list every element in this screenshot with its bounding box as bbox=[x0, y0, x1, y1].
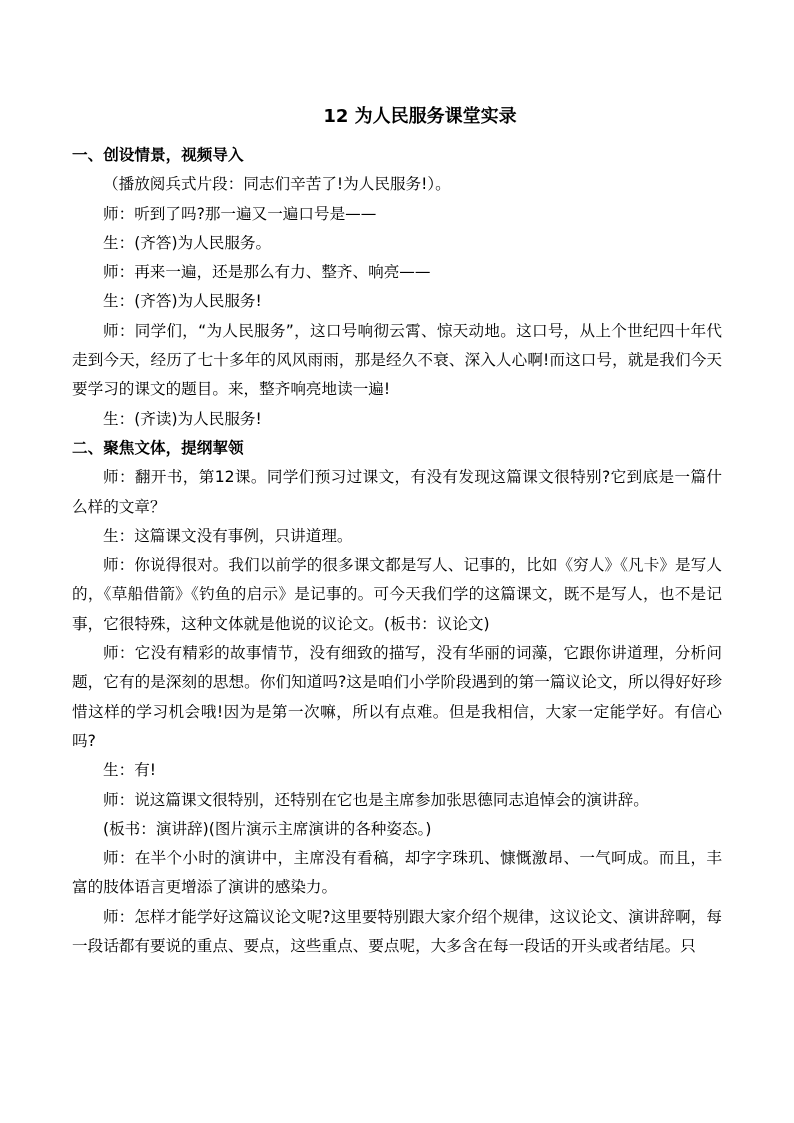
paragraph: 师：怎样才能学好这篇议论文呢?这里要特别跟大家介绍个规律，这议论文、演讲辞啊，每一段话都有要说的重点、要点，这些重点、要点呢，大多含在每一段话的开头或者结尾。只 bbox=[72, 907, 722, 956]
paragraph: 师：同学们，“为人民服务”，这口号响彻云霄、惊天动地。这口号，从上个世纪四十年代走到今天，经历了七十多年的风风雨雨，那是经久不衰、深入人心啊!而这口号，就是我们今天要学习的课文的题目。来，整齐响亮地读一遍! bbox=[72, 321, 722, 399]
document-body bbox=[72, 141, 722, 961]
paragraph: 生：(齐答)为人民服务! bbox=[103, 292, 262, 311]
paragraph: 生：这篇课文没有事例，只讲道理。 bbox=[103, 526, 353, 545]
paragraph: 师：再来一遍，还是那么有力、整齐、响亮—— bbox=[103, 263, 431, 282]
paragraph: 师：翻开书，第12课。同学们预习过课文，有没有发现这篇课文很特别?它到底是一篇什么样的文章？ bbox=[72, 468, 722, 516]
paragraph: 师：说这篇课文很特别，还特别在它也是主席参加张思德同志追悼会的演讲辞。 bbox=[103, 790, 649, 809]
paragraph: 师：听到了吗?那一遍又一遍口号是—— bbox=[103, 204, 377, 223]
paragraph: 师：你说得很对。我们以前学的很多课文都是写人、记事的，比如《穷人》《凡卡》是写人的，《草船借箭》《钓鱼的启示》是记事的。可今天我们学的这篇课文，既不是写人，也不是记事，它很特殊，这种文体就是他说的议论文。(板书：议论文) bbox=[72, 556, 722, 633]
section-heading: 二、聚焦文体，提纲挈领 bbox=[72, 438, 244, 457]
paragraph: 生：有! bbox=[103, 761, 157, 780]
paragraph: 生：(齐读)为人民服务! bbox=[103, 409, 262, 428]
document-title: 12 为人民服务课堂实录 bbox=[323, 106, 517, 127]
paragraph: 生：(齐答)为人民服务。 bbox=[103, 233, 272, 252]
paragraph: (板书：演讲辞)(图片演示主席演讲的各种姿态。) bbox=[103, 819, 432, 838]
section-heading: 一、创设情景，视频导入 bbox=[72, 146, 244, 164]
paragraph: 师：在半个小时的演讲中，主席没有看稿，却字字珠玑、慷慨激昂、一气呵成。而且，丰富的肢体语言更增添了演讲的感染力。 bbox=[72, 849, 722, 897]
paragraph: （播放阅兵式片段：同志们辛苦了!为人民服务!）。 bbox=[103, 175, 451, 194]
paragraph: 师：它没有精彩的故事情节，没有细致的描写，没有华丽的词藻，它跟你讲道理，分析问题，它有的是深刻的思想。你们知道吗?这是咱们小学阶段遇到的第一篇议论文，所以得好好珍惜这样的学习机会哦!因为是第一次嘛，所以有点难。但是我相信，大家一定能学好。有信心吗? bbox=[72, 644, 722, 750]
